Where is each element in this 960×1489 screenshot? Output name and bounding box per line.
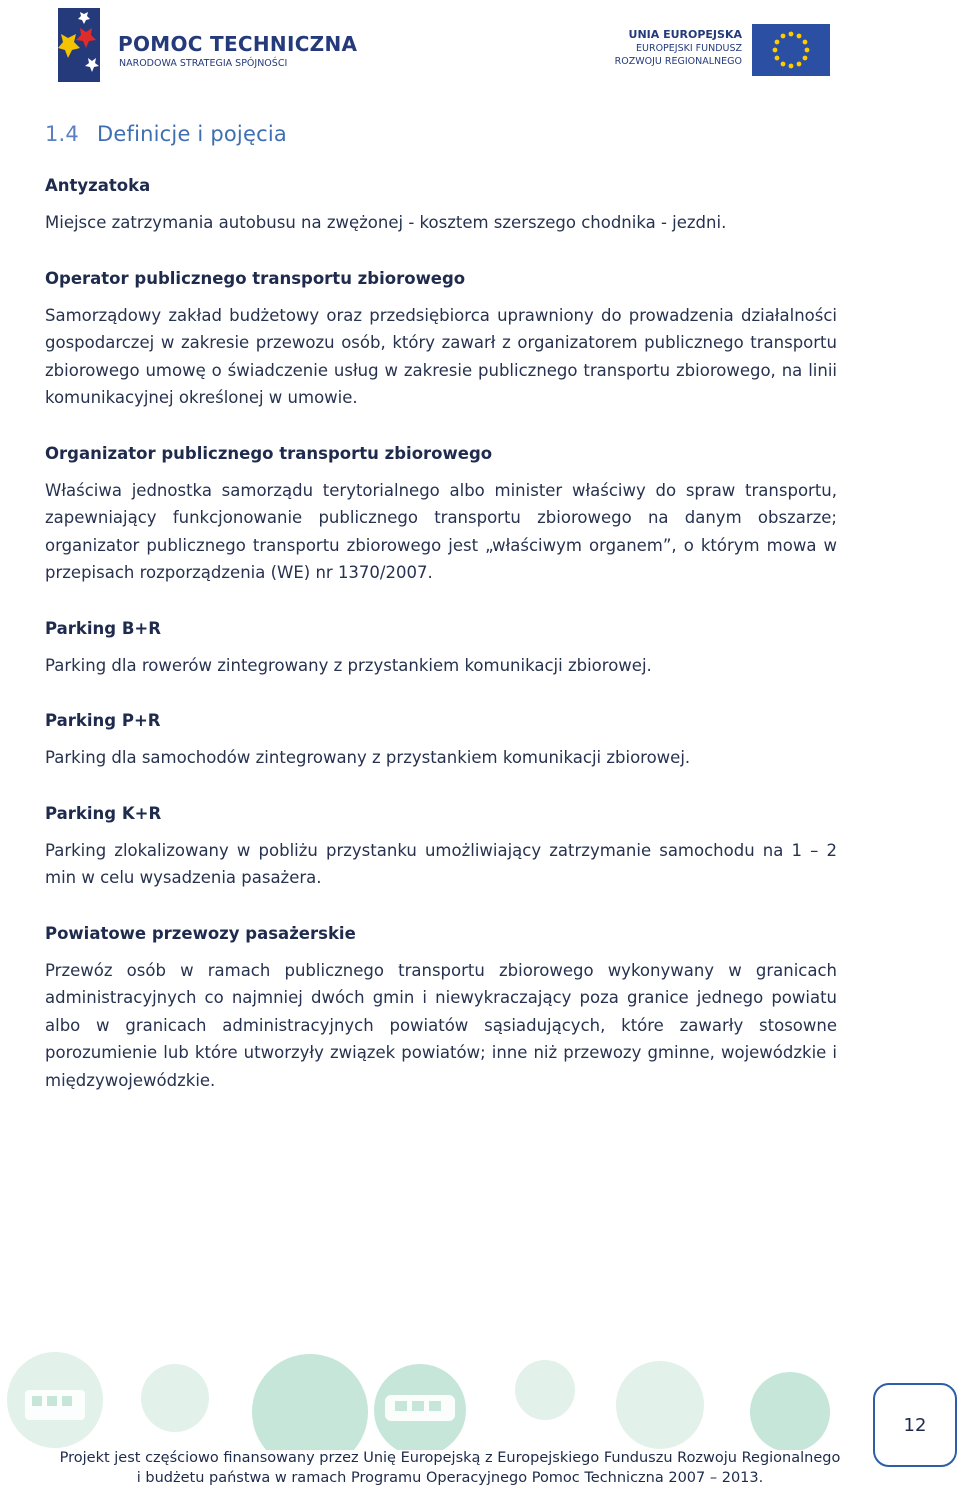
definition-term: Powiatowe przewozy pasażerskie — [45, 923, 356, 943]
left-logo-subtitle: NARODOWA STRATEGIA SPÓJNOŚCI — [119, 58, 288, 69]
definition-item — [45, 711, 837, 772]
eu-logo-line1: UNIA EUROPEJSKA — [628, 28, 742, 41]
page-number: 12 — [903, 1414, 927, 1436]
definition-description: Parking zlokalizowany w pobliżu przystanku umożliwiający zatrzymanie samochodu na 1 – 2 min w celu wysadzenia pasażera. — [45, 840, 837, 887]
pomoc-techniczna-logo — [58, 8, 358, 88]
definition-description: Właściwa jednostka samorządu terytorialnego albo minister właściwy do spraw transportu, zapewniający funkcjonowanie publicznego transportu zbiorowego na danym obszarze; organizator publicznego transportu zbiorowego jest „właściwym organem”, o którym mowa w przepisach rozporządzenia (WE) nr 1370/2007. — [45, 480, 837, 582]
eu-logo-line2: EUROPEJSKI FUNDUSZ — [636, 43, 742, 54]
eu-logo-line3: ROZWOJU REGIONALNEGO — [614, 56, 742, 67]
definition-term: Antyzatoka — [45, 176, 151, 195]
section-heading — [45, 122, 837, 146]
definition-description: Miejsce zatrzymania autobusu na zwężonej - kosztem szerszego chodnika - jezdni. — [45, 213, 727, 232]
definition-item — [45, 924, 837, 1095]
definition-item — [45, 444, 837, 587]
footer-transport-circles-decoration — [0, 1340, 960, 1450]
definition-term: Operator publicznego transportu zbiorowego — [45, 268, 466, 288]
definition-item — [45, 804, 837, 892]
stars-flag-icon — [58, 8, 100, 82]
definition-item — [45, 176, 837, 237]
definition-description: Samorządowy zakład budżetowy oraz przedsiębiorca uprawniony do prowadzenia działalności gospodarczej w zakresie przewozu osób, który zawarł z organizatorem publicznego transportu zbiorowego umowę o świadczenie usług w zakresie publicznego transportu zbiorowego, na linii komunikacyjnej określonej w umowie. — [45, 305, 837, 407]
footer-line-1: Projekt jest częściowo finansowany przez Unię Europejską z Europejskiego Funduszu Rozwoju Regionalnego — [59, 1450, 841, 1466]
definition-term: Parking K+R — [45, 803, 162, 823]
definition-term: Parking B+R — [45, 618, 161, 638]
definition-description: Przewóz osób w ramach publicznego transportu zbiorowego wykonywany w granicach administracyjnych co najmniej dwóch gmin i niewykraczający poza granice jednego powiatu albo w granicach administracyjnych powiatów sąsiadujących, które zawarły stosowne porozumienie lub które utworzyły związek powiatów; inne niż przewozy gminne, wojewódzkie i międzywojewódzkie. — [45, 960, 837, 1090]
definition-description: Parking dla samochodów zintegrowany z przystankiem komunikacji zbiorowej. — [45, 748, 691, 767]
definition-term: Parking P+R — [45, 711, 161, 730]
left-logo-name: POMOC TECHNICZNA — [118, 32, 358, 56]
document-body — [45, 122, 837, 1126]
definition-term: Organizator publicznego transportu zbiorowego — [45, 443, 493, 463]
definition-description: Parking dla rowerów zintegrowany z przystankiem komunikacji zbiorowej. — [45, 655, 652, 675]
page-header — [0, 0, 960, 100]
definition-item — [45, 269, 837, 412]
footer-line-2: i budżetu państwa w ramach Programu Operacyjnego Pomoc Techniczna 2007 – 2013. — [136, 1470, 764, 1486]
section-title: Definicje i pojęcia — [97, 122, 287, 146]
definition-item — [45, 619, 837, 680]
eu-logo — [615, 22, 830, 78]
section-number: 1.4 — [45, 122, 79, 146]
eu-flag-icon — [752, 24, 830, 76]
footer-funding-note — [0, 1448, 900, 1488]
